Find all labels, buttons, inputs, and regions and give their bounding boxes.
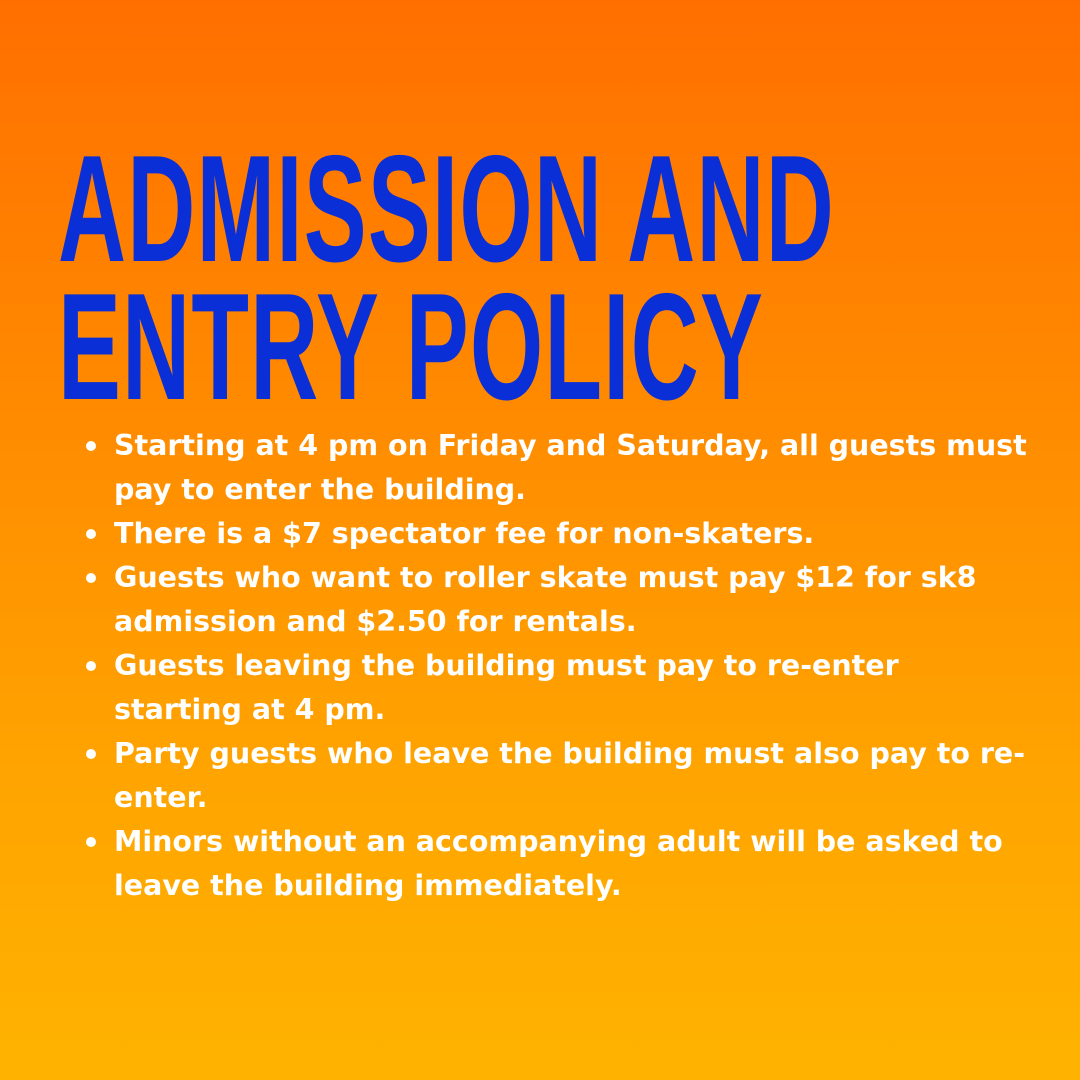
policy-item — [82, 556, 1032, 644]
bullet-icon — [86, 529, 96, 539]
page-title — [58, 124, 1018, 432]
title-line-2: ENTRY POLICY — [58, 262, 765, 432]
policy-text: There is a $7 spectator fee for non-skaters. — [114, 517, 815, 550]
policy-item — [82, 732, 1032, 820]
bullet-icon — [86, 749, 96, 759]
policy-item — [82, 644, 1032, 732]
policy-text: Starting at 4 pm on Friday and Saturday, all guests must pay to enter the building. — [114, 429, 1027, 506]
policy-list — [82, 424, 1032, 908]
bullet-icon — [86, 661, 96, 671]
policy-item — [82, 820, 1032, 908]
bullet-icon — [86, 441, 96, 451]
policy-text: Guests who want to roller skate must pay $12 for sk8 admission and $2.50 for rentals. — [114, 561, 977, 638]
policy-text: Party guests who leave the building must also pay to re-enter. — [114, 737, 1026, 814]
policy-item — [82, 512, 1032, 556]
policy-text: Guests leaving the building must pay to re-enter starting at 4 pm. — [114, 649, 899, 726]
bullet-icon — [86, 837, 96, 847]
title-line-1: ADMISSION AND — [58, 124, 836, 294]
policy-item — [82, 424, 1032, 512]
policy-text: Minors without an accompanying adult will be asked to leave the building immediately. — [114, 825, 1003, 902]
bullet-icon — [86, 573, 96, 583]
